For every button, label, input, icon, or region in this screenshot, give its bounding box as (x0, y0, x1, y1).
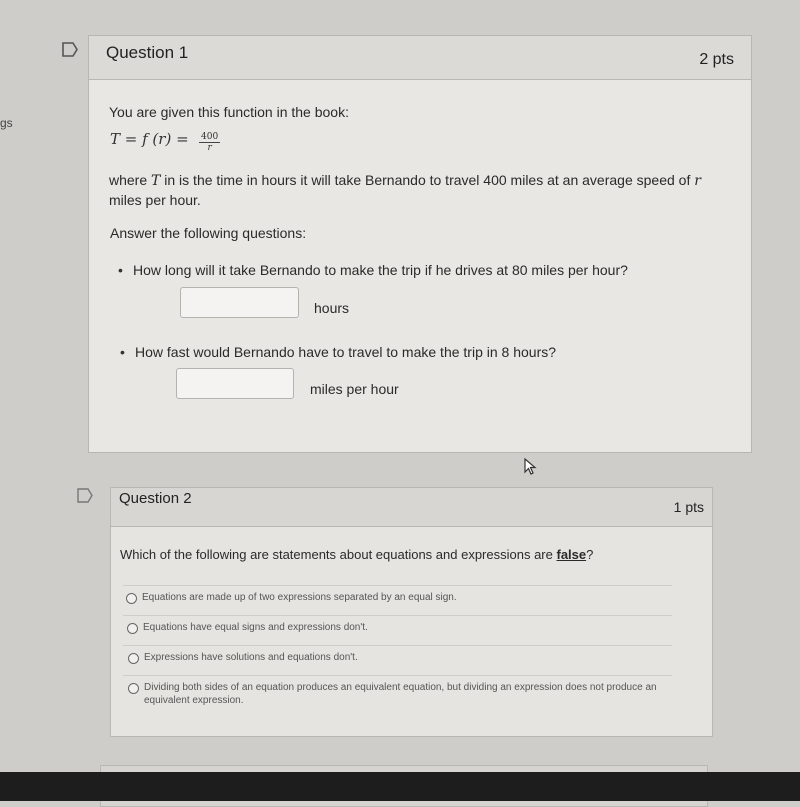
answer-option[interactable] (123, 585, 672, 616)
variable-T: T (151, 173, 161, 189)
question-1-title: Question 1 (106, 43, 189, 62)
question-1-where-line (109, 172, 701, 189)
answer-option-label: Equations are made up of two expressions separated by an equal sign. (142, 592, 457, 603)
answer-option[interactable] (123, 645, 672, 676)
formula-text: T = f (r) = (110, 130, 189, 148)
prompt-end: ? (586, 547, 594, 562)
unit-miles-per-hour: miles per hour (310, 381, 399, 397)
screen-bezel (0, 772, 800, 801)
sub-question-2-text: How fast would Bernando have to travel to make the trip in 8 hours? (135, 344, 557, 360)
flag-icon[interactable] (61, 42, 79, 57)
formula-numerator: 400 (201, 132, 219, 142)
question-2-body (111, 527, 712, 736)
question-2-points: 1 pts (673, 499, 704, 515)
sub-question-1-text: How long will it take Bernando to make the trip if he drives at 80 miles per hour? (133, 262, 628, 278)
prompt-emphasis: false (556, 547, 587, 562)
answer-option[interactable] (123, 675, 672, 716)
question-2-prompt (120, 547, 593, 562)
question-1-card (88, 35, 752, 453)
question-1-points: 2 pts (699, 51, 734, 68)
sidebar-text-fragment: gs (0, 116, 13, 130)
where-part-a: where (109, 172, 152, 188)
question-2-card (110, 487, 713, 737)
question-1-header (89, 36, 751, 80)
answer-option-label: Dividing both sides of an equation produces an equivalent equation, but dividing an expression does not produce an equivalent expression. (144, 682, 657, 706)
question-1-where-line-2: miles per hour. (109, 192, 201, 208)
answer-option-label: Expressions have solutions and equations don't. (144, 652, 358, 663)
question-2-header (111, 488, 712, 527)
question-1-instruction: Answer the following questions: (110, 225, 307, 241)
question-2-title: Question 2 (119, 490, 192, 507)
question-1-body (89, 80, 751, 452)
flag-icon[interactable] (76, 488, 94, 503)
unit-hours: hours (314, 300, 350, 316)
radio-button[interactable] (126, 593, 137, 604)
question-1-intro: You are given this function in the book: (109, 104, 349, 120)
prompt-text: Which of the following are statements about equations and expressions are (120, 547, 557, 562)
where-part-b: in is the time in hours it will take Bernando to travel 400 miles at an average speed of (160, 172, 695, 188)
radio-button[interactable] (127, 623, 138, 634)
answer-input-speed[interactable] (176, 368, 294, 399)
radio-button[interactable] (128, 653, 139, 664)
answer-option[interactable] (123, 615, 672, 646)
mouse-pointer-icon (524, 458, 538, 476)
bullet-icon: • (120, 344, 125, 360)
formula-denominator: r (207, 143, 212, 153)
answer-input-hours[interactable] (180, 287, 299, 318)
answer-option-label: Equations have equal signs and expressions don't. (143, 622, 368, 633)
bullet-icon: • (118, 262, 123, 278)
formula-fraction (199, 132, 220, 153)
variable-r: r (694, 173, 701, 189)
radio-button[interactable] (128, 683, 139, 694)
